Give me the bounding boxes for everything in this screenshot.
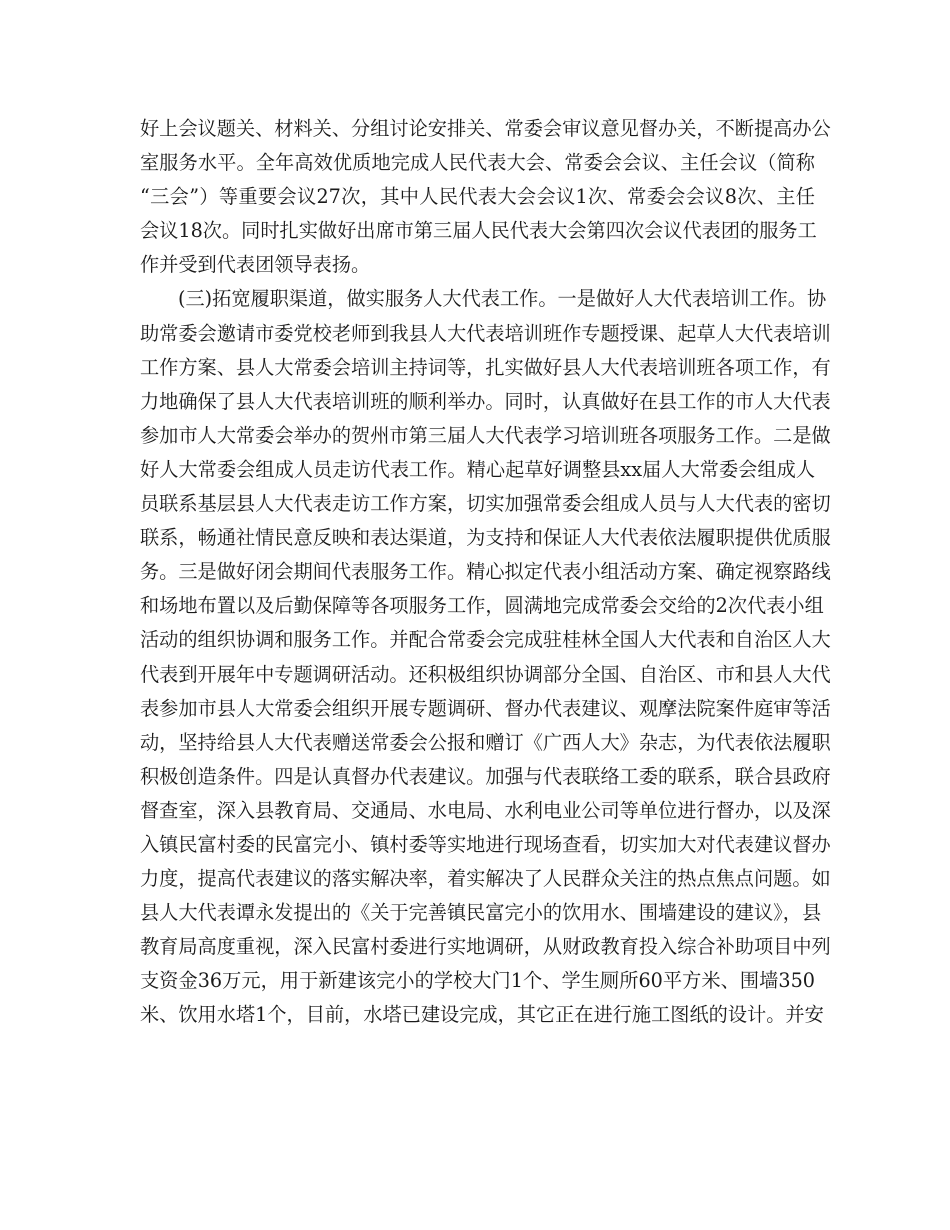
text-line: 好人大常委会组成人员走访代表工作。精心起草好调整县xx届人大常委会组成人 bbox=[140, 457, 815, 481]
text-line: “三会”）等重要会议27次，其中人民代表大会会议1次、常委会会议8次、主任 bbox=[140, 185, 815, 209]
text-line: 工作方案、县人大常委会培训主持词等，扎实做好县人大代表培训班各项工作，有 bbox=[140, 355, 831, 379]
text-line: 县人大代表谭永发提出的《关于完善镇民富完小的饮用水、围墙建设的建议》，县 bbox=[140, 901, 822, 925]
body-text bbox=[140, 112, 831, 1033]
text-line: 力地确保了县人大代表培训班的顺利举办。同时，认真做好在县工作的市人大代表 bbox=[140, 389, 831, 413]
text-line: 助常委会邀请市委党校老师到我县人大代表培训班作专题授课、起草人大代表培训 bbox=[140, 321, 831, 345]
text-line: 参加市人大常委会举办的贺州市第三届人大代表学习培训班各项服务工作。二是做 bbox=[140, 423, 831, 447]
text-line: 和场地布置以及后勤保障等各项服务工作，圆满地完成常委会交给的2次代表小组 bbox=[140, 594, 824, 618]
paragraph-2 bbox=[140, 282, 831, 1032]
text-line: 代表到开展年中专题调研活动。还积极组织协调部分全国、自治区、市和县人大代 bbox=[140, 662, 831, 686]
text-line: 好上会议题关、材料关、分组讨论安排关、常委会审议意见督办关，不断提高办公 bbox=[140, 117, 831, 140]
text-line: 联系，畅通社情民意反映和表达渠道，为支持和保证人大代表依法履职提供优质服 bbox=[140, 526, 831, 550]
text-line: 员联系基层县人大代表走访工作方案，切实加强常委会组成人员与人大代表的密切 bbox=[140, 492, 831, 516]
text-line: 表参加市县人大常委会组织开展专题调研、督办代表建议、观摩法院案件庭审等活 bbox=[140, 696, 831, 720]
text-line: 教育局高度重视，深入民富村委进行实地调研，从财政教育投入综合补助项目中列 bbox=[140, 935, 831, 959]
text-line: 积极创造条件。四是认真督办代表建议。加强与代表联络工委的联系，联合县政府 bbox=[140, 764, 831, 788]
text-line: 作并受到代表团领导表扬。 bbox=[140, 253, 371, 277]
text-line: 室服务水平。全年高效优质地完成人民代表大会、常委会会议、主任会议（简称 bbox=[140, 151, 815, 175]
text-line: (三)拓宽履职渠道，做实服务人大代表工作。一是做好人大代表培训工作。协 bbox=[178, 287, 827, 311]
text-line: 务。三是做好闭会期间代表服务工作。精心拟定代表小组活动方案、确定视察路线 bbox=[140, 560, 831, 584]
text-line: 动，坚持给县人大代表赠送常委会公报和赠订《广西人大》杂志，为代表依法履职 bbox=[140, 730, 831, 754]
text-line: 督查室，深入县教育局、交通局、水电局、水利电业公司等单位进行督办，以及深 bbox=[140, 798, 831, 822]
text-line: 活动的组织协调和服务工作。并配合常委会完成驻桂林全国人大代表和自治区人大 bbox=[140, 628, 831, 652]
paragraph-1 bbox=[140, 112, 831, 282]
text-line: 力度，提高代表建议的落实解决率，着实解决了人民群众关注的热点焦点问题。如 bbox=[140, 867, 831, 891]
text-line: 米、饮用水塔1个，目前，水塔已建设完成，其它正在进行施工图纸的设计。并安 bbox=[140, 1003, 824, 1027]
text-line: 入镇民富村委的民富完小、镇村委等实地进行现场查看，切实加大对代表建议督办 bbox=[140, 832, 831, 856]
text-line: 支资金36万元，用于新建该完小的学校大门1个、学生厕所60平方米、围墙350 bbox=[140, 969, 815, 993]
text-line: 会议18次。同时扎实做好出席市第三届人民代表大会第四次会议代表团的服务工 bbox=[140, 219, 817, 243]
